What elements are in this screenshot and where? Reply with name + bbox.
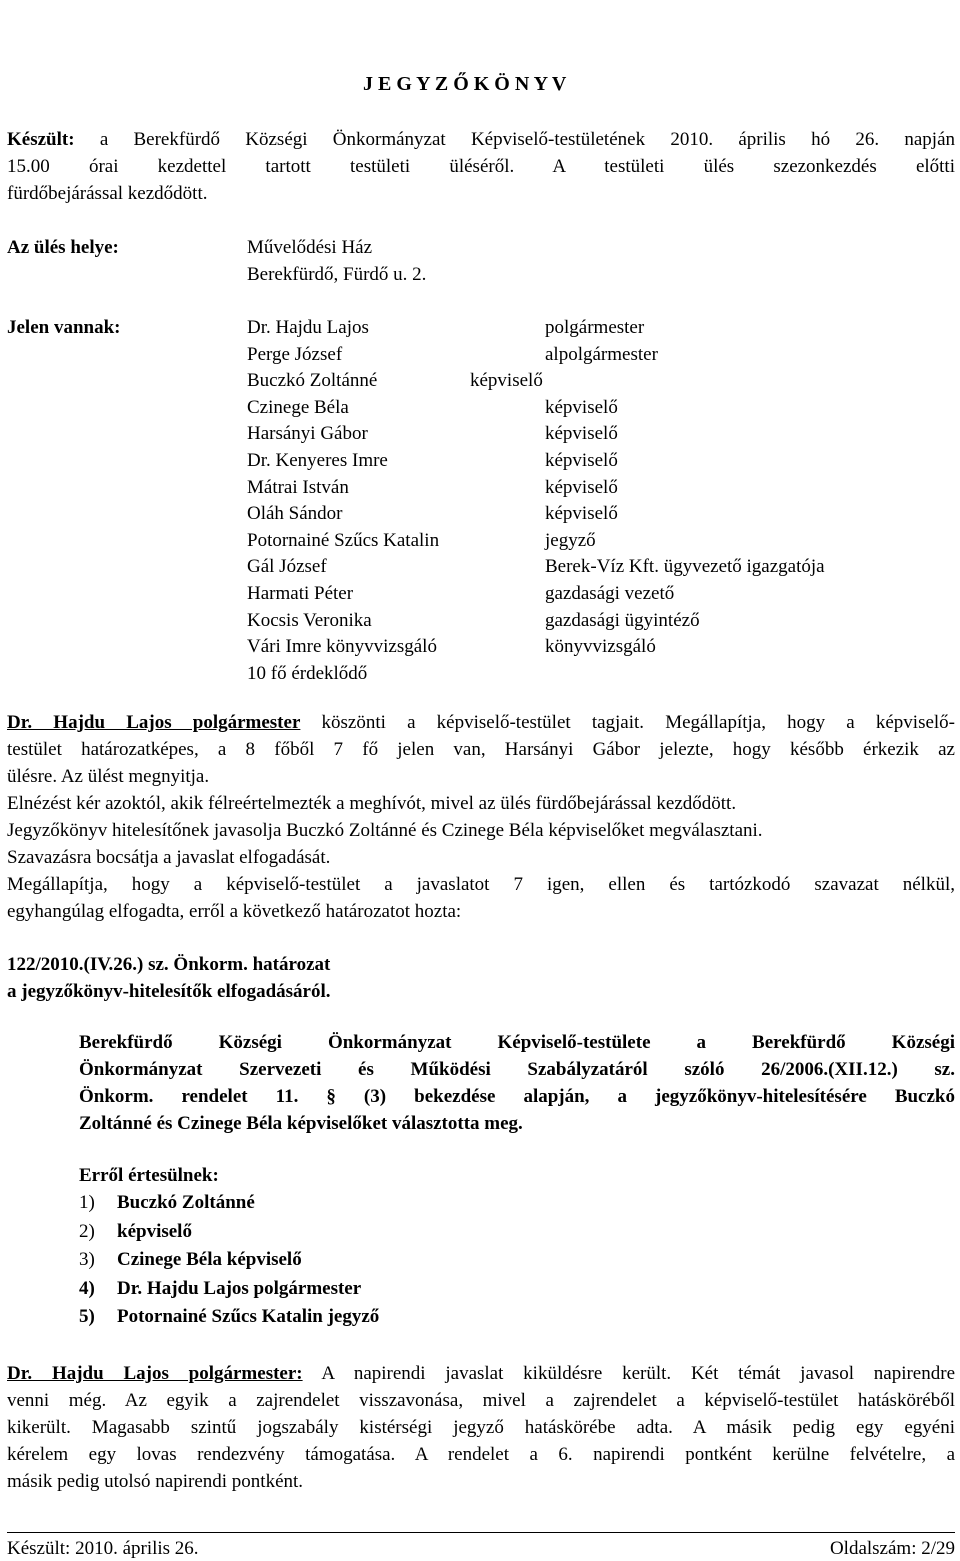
notify-label: Erről értesülnek: [79, 1165, 219, 1186]
notify-item-number: 5) [79, 1306, 95, 1327]
attendee-name: Potornainé Szűcs Katalin [247, 529, 440, 551]
footer-date: Készült: 2010. április 26. [7, 1538, 199, 1559]
attendee-role: képviselő [545, 423, 618, 445]
attendee-role: könyvvizsgáló [545, 636, 656, 658]
venue-line-1: Művelődési Ház [247, 237, 373, 258]
attendee-name: Oláh Sándor [247, 503, 343, 525]
attendee-role: gazdasági vezető [545, 583, 675, 604]
opening-paragraph: Dr. Hajdu Lajos polgármester köszönti a képviselő-testület tagjait. Megállapítja, hogy a képviselő- testület határozatképes, a 8 főből 7 fő jelen van, Harsányi Gábor jelezte, hogy később érkezik az ülésre. Az ülést megnyitja. Elnézést kér azoktól, akik félreértelmezték a meghívót, mivel az ülés fürdőbejárással kezdődött. Jegyzőkönyv hitelesítőnek javasolja Buczkó Zoltánné és Czinege Béla képviselőket megválasztani. Szavazásra bocsátja a javaslat elfogadását. Megállapítja, hogy a képviselő-testület a javaslatot 7 igen, ellen és tartózkodó szavazat nélkül, egyhangúlag elfogadta, erről a következő határozatot hozta: [7, 712, 956, 922]
attendee-name: Gál József [247, 556, 327, 578]
attendee-role: képviselő [470, 370, 543, 392]
attendee-name: Dr. Hajdu Lajos [247, 317, 369, 338]
venue-line-2: Berekfürdő, Fürdő u. 2. [247, 264, 427, 285]
attendee-name: Buczkó Zoltánné [247, 370, 378, 392]
speaker-name: Dr. Hajdu Lajos polgármester: [7, 1363, 303, 1384]
attendee-name: Czinege Béla [247, 396, 349, 418]
notify-item-number: 4) [79, 1277, 95, 1299]
attendees-label: Jelen vannak: [7, 317, 121, 338]
intro-line-1: a Berekfürdő Községi Önkormányzat Képviselő-testületének 2010. április hó 26. napján [99, 129, 955, 150]
intro-label: Készült: [7, 129, 75, 150]
intro-line-3: fürdőbejárással kezdődött. [7, 183, 208, 204]
resolution-subject: a jegyzőkönyv-hitelesítők elfogadásáról. [7, 981, 331, 1002]
resolution-number: 122/2010.(IV.26.) sz. Önkorm. határozat [7, 954, 331, 975]
attendee-name: Dr. Kenyeres Imre [247, 450, 388, 471]
attendee-name: Kocsis Veronika [247, 609, 372, 631]
speaker-name: Dr. Hajdu Lajos polgármester [7, 712, 301, 733]
venue-label: Az ülés helye: [7, 237, 119, 258]
notify-item-number: 2) [79, 1220, 95, 1242]
attendee-role: képviselő [545, 476, 618, 498]
agenda-paragraph: Dr. Hajdu Lajos polgármester: A napirendi javaslat kiküldésre került. Két témát javasol napirendre venni még. Az egyik a zajrendelet visszavonása, mivel a zajrendelet a képviselő-testület hatásköréből kikerült. Magasabb szintű jogszabály kistérségi jegyző hatáskörébe adta. A másik pedig egy egyéni kérelem egy lovas rendezvény támogatása. A rendelet a 6. napirendi pontként kerülne felvételre, a másik pedig utolsó napirendi pontként. [7, 1363, 956, 1492]
attendee-role: képviselő [545, 396, 618, 418]
footer-divider [7, 1532, 955, 1533]
attendee-role: jegyző [545, 529, 596, 551]
attendee-role: polgármester [545, 317, 645, 338]
attendee-role: gazdasági ügyintéző [545, 609, 700, 631]
attendee-name: Mátrai István [247, 476, 349, 498]
notify-item-number: 1) [79, 1192, 95, 1213]
attendee-name: Harsányi Gábor [247, 423, 368, 445]
attendee-role: alpolgármester [545, 343, 658, 365]
footer-page-number: Oldalszám: 2/29 [829, 1538, 955, 1559]
intro-line-2: 15.00 órai kezdettel tartott testületi üléséről. A testületi ülés szezonkezdés előtti [7, 156, 955, 177]
notify-item: Potornainé Szűcs Katalin jegyző [117, 1306, 380, 1327]
attendee-name: Perge József [247, 343, 343, 365]
intro-paragraph [7, 130, 955, 211]
notify-item: Dr. Hajdu Lajos polgármester [117, 1277, 362, 1299]
document-title: J E G Y Z Ő K Ö N Y V [363, 73, 567, 95]
attendee-role: képviselő [545, 503, 618, 525]
notify-item: képviselő [117, 1220, 192, 1242]
notify-item: Buczkó Zoltánné [117, 1192, 255, 1213]
resolution-body: Berekfürdő Községi Önkormányzat Képviselő-testülete a Berekfürdő Községi Önkormányzat Szervezeti és Működési Szabályzatáról szóló 26/2006.(XII.12.) sz. Önkorm. rendelet 11. § (3) bekezdése alapján, a jegyzőkönyv-hitelesítésére Buczkó Zoltánné és Czinege Béla képviselőket választotta meg. [79, 1032, 955, 1134]
attendee-name: 10 fő érdeklődő [247, 662, 368, 684]
attendee-role: Berek-Víz Kft. ügyvezető igazgatója [545, 556, 825, 578]
attendee-name: Vári Imre könyvvizsgáló [247, 636, 437, 658]
notify-item: Czinege Béla képviselő [117, 1249, 302, 1270]
notify-item-number: 3) [79, 1249, 95, 1270]
attendee-name: Harmati Péter [247, 583, 354, 604]
attendee-role: képviselő [545, 450, 618, 471]
